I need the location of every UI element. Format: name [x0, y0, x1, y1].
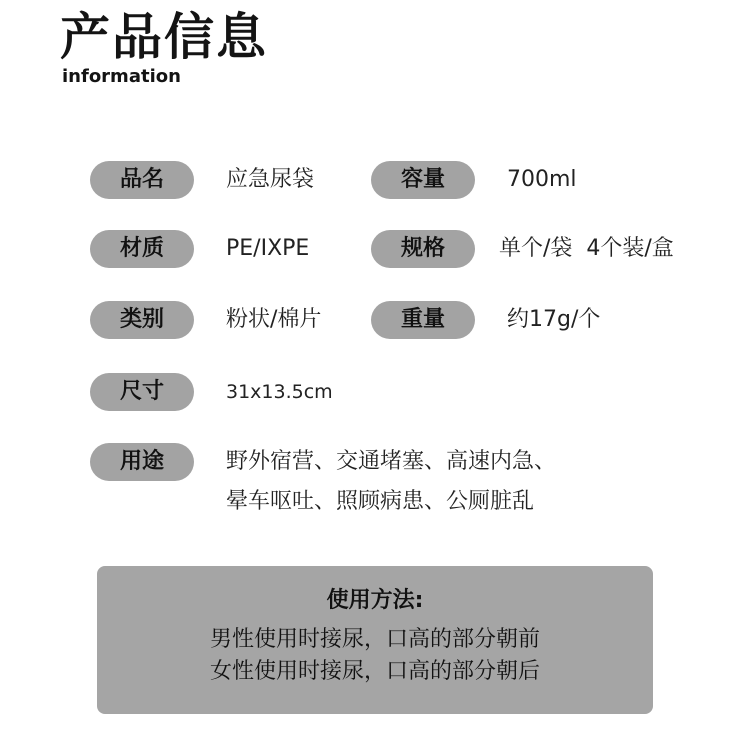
instructions-box [97, 566, 653, 714]
label-pill-spec: 规格 [371, 230, 475, 268]
value-material: PE/IXPE [226, 236, 310, 261]
label-pill-name: 品名 [90, 161, 194, 199]
label-pill-material: 材质 [90, 230, 194, 268]
label-pill-category: 类别 [90, 301, 194, 339]
value-category: 粉状/棉片 [226, 307, 322, 332]
label-pill-usage: 用途 [90, 443, 194, 481]
value-usage-line2: 晕车呕吐、照顾病患、公厕脏乱 [226, 489, 535, 514]
label-pill-size: 尺寸 [90, 373, 194, 411]
value-usage-line1: 野外宿营、交通堵塞、高速内急、 [226, 449, 557, 474]
value-capacity: 700ml [507, 167, 577, 192]
value-weight: 约17g/个 [507, 307, 601, 332]
label-pill-weight: 重量 [371, 301, 475, 339]
value-size: 31x13.5cm [226, 381, 333, 403]
value-spec: 单个/袋 4个装/盒 [499, 236, 674, 261]
label-pill-capacity: 容量 [371, 161, 475, 199]
page-title: 产品信息 [60, 8, 268, 66]
instructions-line-male: 男性使用时接尿，口高的部分朝前 [209, 627, 540, 652]
instructions-title: 使用方法: [326, 588, 424, 613]
instructions-line-female: 女性使用时接尿，口高的部分朝后 [209, 659, 540, 684]
page-subtitle: information [62, 66, 181, 87]
value-name: 应急尿袋 [226, 167, 315, 192]
